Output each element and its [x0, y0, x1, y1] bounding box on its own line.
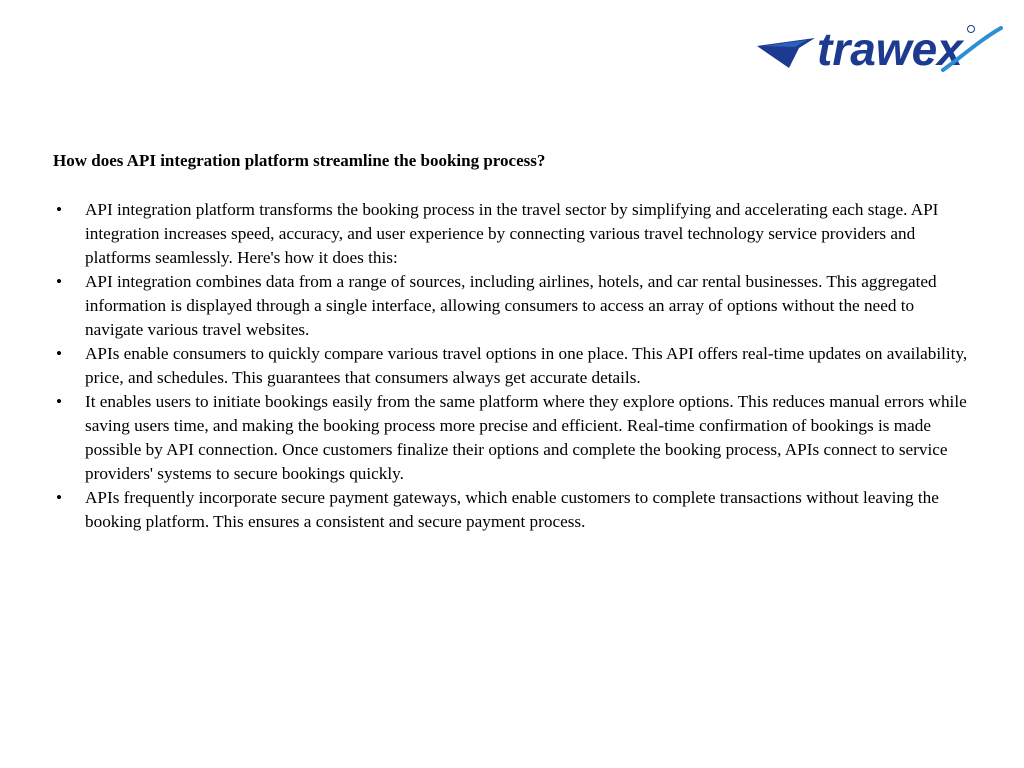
bullet-item — [53, 270, 973, 342]
bullet-text: It enables users to initiate bookings easily from the same platform where they explore options. This reduces manual errors while saving users time, and making the booking process more precise and efficient. Real-time confirmation of bookings is made possible by API connection. Once customers finalize their options and complete the booking process, APIs connect to service providers' systems to secure bookings quickly. — [85, 392, 967, 483]
bullet-marker: • — [56, 272, 63, 291]
bullet-item — [53, 390, 973, 486]
bullet-item — [53, 342, 973, 390]
logo-wordmark: trawex — [817, 23, 963, 75]
registered-mark-icon — [968, 26, 975, 33]
bullet-item — [53, 486, 973, 534]
bullet-marker: • — [56, 200, 63, 219]
bullet-text: APIs frequently incorporate secure payment gateways, which enable customers to complete transactions without leaving the booking platform. This ensures a consistent and secure payment process. — [85, 488, 939, 531]
trawex-logo-graphic — [755, 20, 1005, 76]
bullet-marker: • — [56, 392, 63, 411]
page-heading: How does API integration platform streamline the booking process? — [53, 151, 546, 170]
bullet-text: API integration combines data from a range of sources, including airlines, hotels, and car rental businesses. This aggregated information is displayed through a single interface, allowing consumers to access an array of options without the need to navigate various travel websites. — [85, 272, 937, 339]
bullet-text: APIs enable consumers to quickly compare various travel options in one place. This API offers real-time updates on availability, price, and schedules. This guarantees that consumers always get accurate details. — [85, 344, 968, 387]
bullet-marker: • — [56, 488, 63, 507]
bullet-marker: • — [56, 344, 63, 363]
trawex-logo — [755, 20, 1005, 76]
bullet-text: API integration platform transforms the booking process in the travel sector by simplifying and accelerating each stage. API integration increases speed, accuracy, and user experience by connecting various travel technology service providers and platforms seamlessly. Here's how it does this: — [85, 200, 939, 267]
bullet-item — [53, 198, 973, 270]
logo-arrow-icon — [757, 38, 815, 68]
bullet-list — [53, 198, 973, 534]
main-content — [53, 151, 973, 534]
